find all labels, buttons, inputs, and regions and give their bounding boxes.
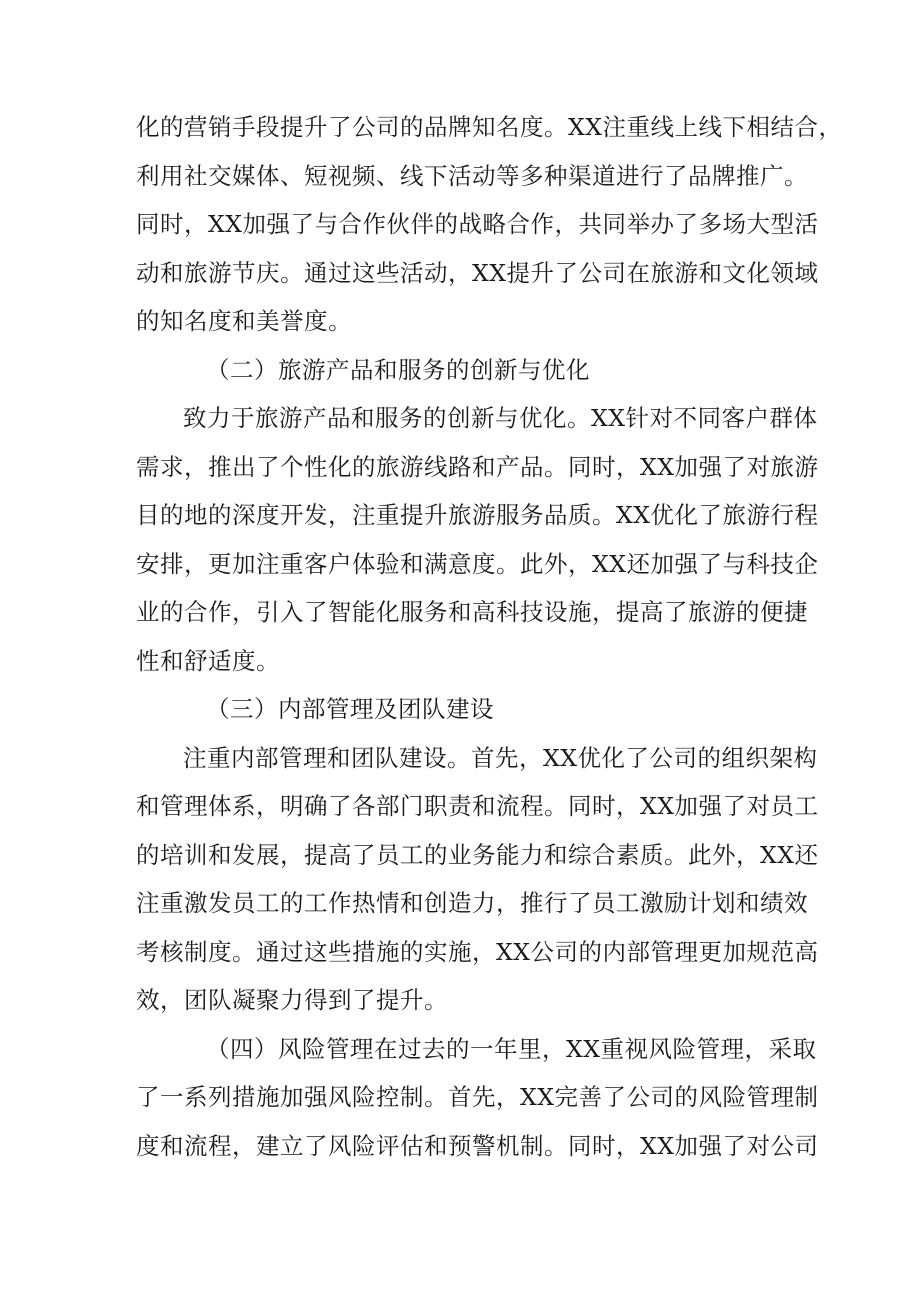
- text-line: 注重内部管理和团队建设。首先，XX优化了公司的组织架构: [183, 743, 818, 772]
- text-line: 考核制度。通过这些措施的实施，XX公司的内部管理更加规范高: [136, 937, 819, 966]
- section-heading-product-innovation: [136, 346, 796, 395]
- text-line: 的知名度和美誉度。: [136, 307, 352, 335]
- text-line: 的培训和发展，提高了员工的业务能力和综合素质。此外，XX还: [136, 840, 819, 869]
- text-line: （四）风险管理在过去的一年里，XX重视风险管理，采取: [206, 1034, 817, 1063]
- text-line: 性和舒适度。: [136, 646, 280, 675]
- paragraph-brand-promotion: [136, 103, 843, 346]
- paragraph-product-innovation: [136, 394, 819, 685]
- text-line: 需求，推出了个性化的旅游线路和产品。同时，XX加强了对旅游: [136, 452, 819, 481]
- paragraph-internal-management: [136, 734, 819, 1025]
- text-line: 安排，更加注重客户体验和满意度。此外，XX还加强了与科技企: [136, 549, 819, 578]
- text-line: 效，团队凝聚力得到了提升。: [136, 986, 448, 1014]
- text-line: 和管理体系，明确了各部门职责和流程。同时，XX加强了对员工: [136, 792, 819, 820]
- heading-text: （三）内部管理及团队建设: [206, 695, 494, 723]
- text-line: 了一系列措施加强风险控制。首先，XX完善了公司的风险管理制: [136, 1083, 819, 1111]
- section-heading-internal-management: [136, 685, 796, 734]
- text-line: 目的地的深度开发，注重提升旅游服务品质。XX优化了旅游行程: [136, 501, 819, 529]
- document-page: [136, 103, 843, 1170]
- paragraph-risk-management: [136, 1025, 819, 1171]
- text-line: 业的合作，引入了智能化服务和高科技设施，提高了旅游的便捷: [136, 598, 808, 626]
- heading-text: （二）旅游产品和服务的创新与优化: [206, 355, 590, 384]
- text-line: 注重激发员工的工作热情和创造力，推行了员工激励计划和绩效: [136, 889, 808, 917]
- text-line: 同时，XX加强了与合作伙伴的战略合作，共同举办了多场大型活: [136, 210, 819, 238]
- text-line: 动和旅游节庆。通过这些活动，XX提升了公司在旅游和文化领域: [136, 258, 819, 287]
- text-line: 化的营销手段提升了公司的品牌知名度。XX注重线上线下相结合，: [136, 113, 843, 141]
- text-line: 利用社交媒体、短视频、线下活动等多种渠道进行了品牌推广。: [136, 161, 808, 190]
- text-line: 致力于旅游产品和服务的创新与优化。XX针对不同客户群体: [183, 404, 818, 432]
- text-line: 度和流程，建立了风险评估和预警机制。同时，XX加强了对公司: [136, 1131, 819, 1160]
